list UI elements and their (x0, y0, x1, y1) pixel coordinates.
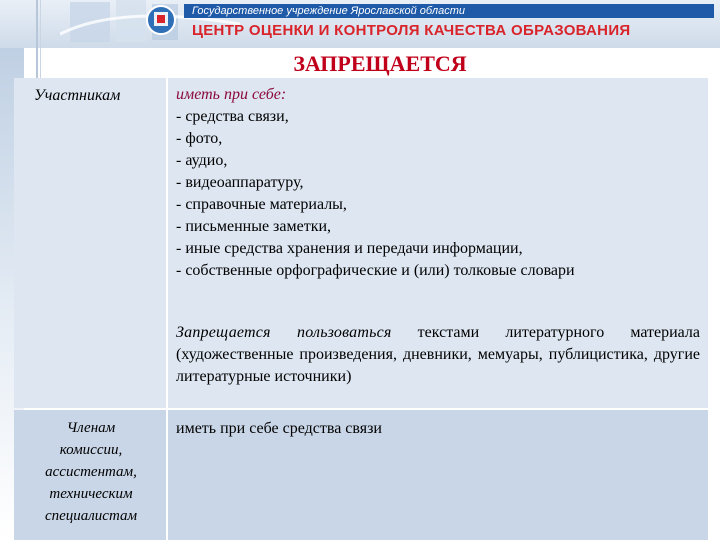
prohibition-lead: Запрещается пользоваться (176, 324, 392, 341)
staff-label-line: комиссии, (59, 442, 123, 458)
staff-label-line: Членам (66, 420, 116, 436)
list-item: - видеоаппаратуру, (176, 174, 304, 191)
list-item: - аудио, (176, 152, 228, 169)
staff-label-line: специалистам (44, 508, 138, 524)
staff-label (18, 417, 164, 527)
rules-intro: иметь при себе: (176, 86, 287, 103)
staff-label-line: ассистентам, (45, 464, 137, 480)
staff-rule-text: иметь при себе средства связи (176, 420, 382, 437)
list-item: - справочные материалы, (176, 196, 347, 213)
list-item: - иные средства хранения и передачи информации, (176, 240, 523, 257)
prohibition-text: текстами литературного материала (художественные произведения, дневники, мемуары, публицистика, другие литературные источники) (176, 324, 701, 385)
page-title: ЗАПРЕЩАЕТСЯ (293, 51, 467, 76)
divider-line (36, 0, 38, 78)
header-banner (0, 0, 720, 48)
list-item: - фото, (176, 130, 223, 147)
divider-line (40, 0, 41, 78)
table-cell-rules (168, 78, 708, 408)
additional-prohibition (176, 322, 700, 388)
table-cell-rules (168, 410, 708, 540)
table-cell-who (14, 78, 166, 408)
staff-label-line: техническим (49, 486, 133, 502)
list-item: - собственные орфографические и (или) толковые словари (176, 262, 575, 279)
rules-content (176, 84, 700, 282)
forbidden-items-list (176, 106, 700, 282)
list-item: - письменные заметки, (176, 218, 332, 235)
institution-logo-icon (146, 2, 176, 42)
participants-label: Участникам (34, 87, 121, 104)
banner-title: ЦЕНТР ОЦЕНКИ И КОНТРОЛЯ КАЧЕСТВА ОБРАЗОВАНИЯ (192, 22, 631, 39)
rules-table (14, 78, 708, 540)
list-item: - средства связи, (176, 108, 289, 125)
banner-subtitle: Государственное учреждение Ярославской области (184, 4, 714, 18)
table-cell-who (14, 410, 166, 540)
